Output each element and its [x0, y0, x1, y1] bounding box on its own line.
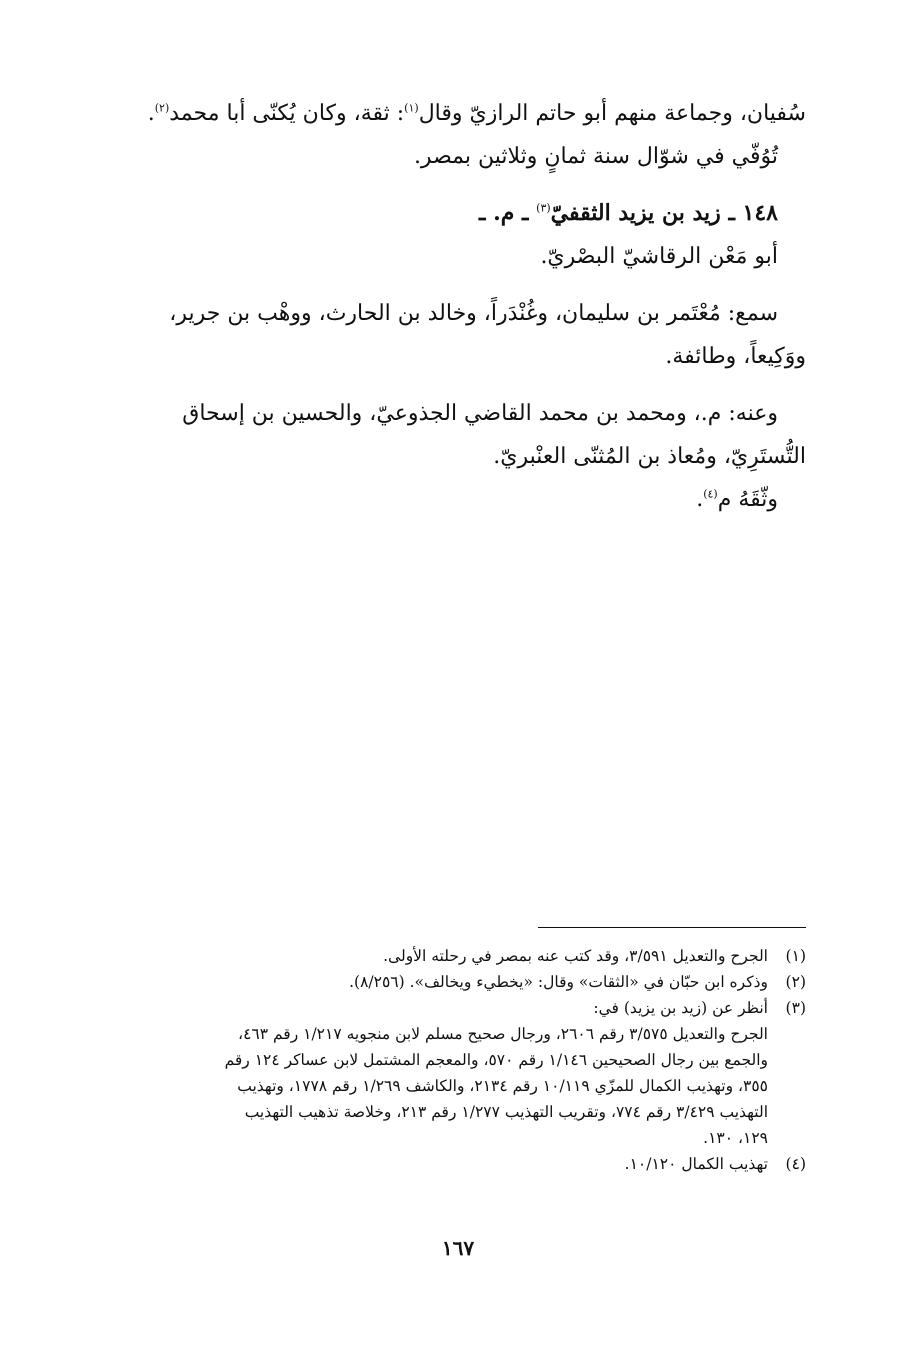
page-number: ١٦٧ [441, 1236, 475, 1260]
text-line: سمع: مُعْتَمر بن سليمان، وغُنْدَراً، وخالد بن الحارث، ووهْب بن جرير، [169, 301, 778, 326]
footnote-ref: (١) [404, 101, 419, 115]
entry-tag: ـ م. ـ [478, 200, 537, 226]
text-segment: : ثقة، وكان يُكنّى أبا محمد [169, 101, 405, 126]
footnote-number: (٢) [785, 973, 806, 991]
text-line [110, 92, 806, 135]
footnotes [110, 943, 806, 1177]
text-line [110, 478, 806, 521]
footnote [110, 995, 806, 1151]
footnote-line: ١٢٩، ١٣٠. [703, 1129, 768, 1147]
text-segment: . [147, 101, 155, 126]
text-line: وعنه: م.، ومحمد بن محمد القاضي الجذوعيّ، والحسين بن إسحاق [182, 401, 778, 426]
footnote-line: تهذيب الكمال ١٠/١٢٠. [624, 1155, 768, 1173]
main-text [110, 92, 806, 521]
footnote-line: الجرح والتعديل ٣/٥٧٥ رقم ٢٦٠٦، ورجال صحيح مسلم لابن منجويه ١/٢١٧ رقم ٤٦٣، [238, 1025, 768, 1043]
footnote-line: التهذيب ٣/٤٢٩ رقم ٧٧٤، وتقريب التهذيب ١/٢٧٧ رقم ٢١٣، وخلاصة تذهيب التهذيب [244, 1103, 768, 1121]
footnote-line: الجرح والتعديل ٣/٥٩١، وقد كتب عنه بمصر في رحلته الأولى. [383, 947, 768, 965]
footnote-line: وذكره ابن حبّان في «الثقات» وقال: «يخطيء ويخالف». (٨/٢٥٦). [349, 973, 768, 991]
footnote [110, 969, 806, 995]
spacer [110, 378, 806, 392]
footnote-body [110, 995, 768, 1151]
footnote-ref: (٤) [703, 487, 718, 501]
text-line: التُّستَرِيّ، ومُعاذ بن المُثنّى العنْبريّ. [493, 444, 806, 469]
footnote [110, 1151, 806, 1177]
text-segment: سُفيان، وجماعة منهم أبو حاتم الرازيّ وقال [418, 101, 806, 126]
footnote-ref: (٣) [536, 201, 551, 215]
footnote-number: (١) [785, 947, 806, 965]
entry-title: ١٤٨ ـ زيد بن يزيد الثقفيّ [550, 200, 778, 226]
footnote-line: أنظر عن (زيد بن يزيد) في: [593, 999, 768, 1017]
footnote-body [110, 943, 768, 969]
spacer [110, 278, 806, 292]
footnote-number: (٤) [785, 1155, 806, 1173]
spacer [110, 178, 806, 192]
text-segment: وثّقَهُ م [717, 487, 778, 512]
footnote-body [110, 969, 768, 995]
text-line: أبو مَعْن الرقاشيّ البصْريّ. [540, 244, 778, 269]
footnote-divider [538, 927, 806, 928]
text-line: ووَكِيعاً، وطائفة. [665, 344, 806, 369]
footnote-line: والجمع بين رجال الصحيحين ١/١٤٦ رقم ٥٧٠، والمعجم المشتمل لابن عساكر ١٢٤ رقم [224, 1051, 768, 1069]
footnote-body [110, 1151, 768, 1177]
entry-heading [110, 192, 806, 235]
text-segment: . [696, 487, 704, 512]
footnote-number: (٣) [785, 999, 806, 1017]
footnote-ref: (٢) [154, 101, 170, 115]
footnote [110, 943, 806, 969]
text-line: تُوُفّي في شوّال سنة ثمانٍ وثلاثين بمصر. [413, 144, 778, 169]
footnote-line: ٣٥٥، وتهذيب الكمال للمزّي ١٠/١١٩ رقم ٢١٣٤، والكاشف ١/٢٦٩ رقم ١٧٧٨، وتهذيب [237, 1077, 768, 1095]
